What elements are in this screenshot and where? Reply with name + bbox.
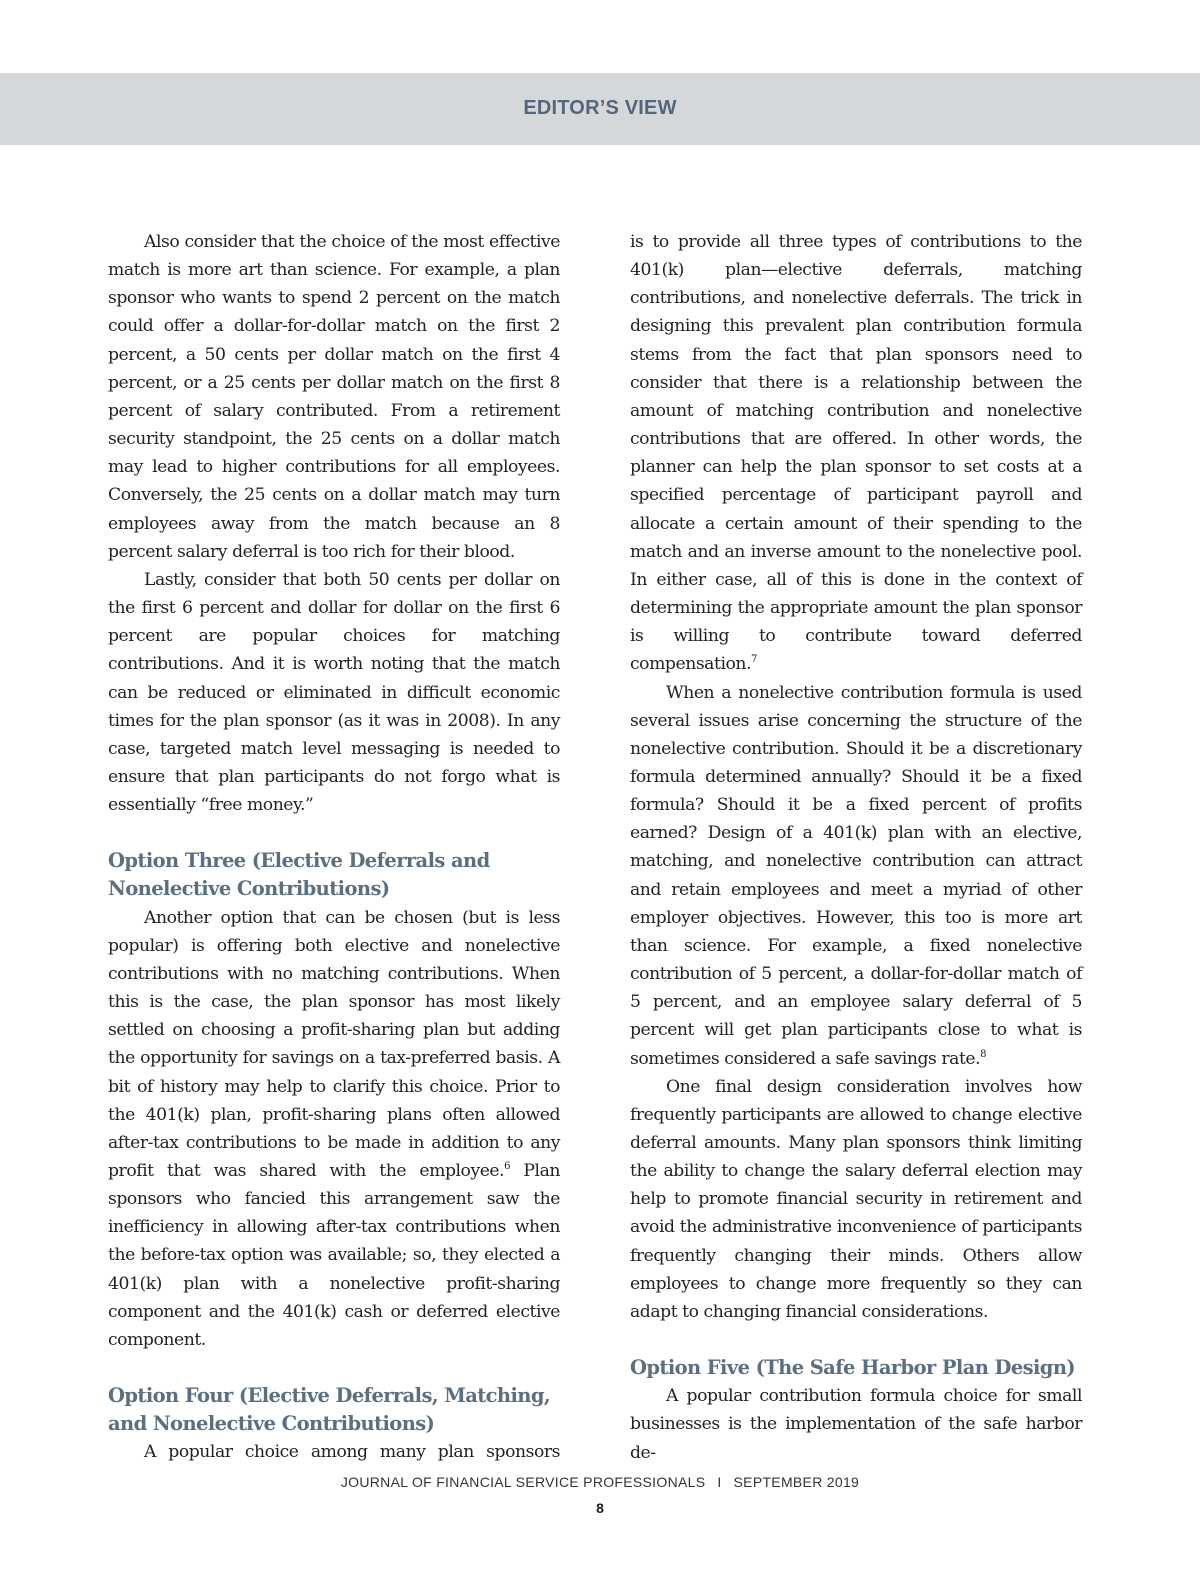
page-number: 8: [596, 1500, 604, 1516]
paragraph: [630, 228, 1082, 679]
heading-option-four: Option Four (Elective Deferrals, Matching, and Nonelective Contributions): [108, 1384, 551, 1436]
section-title: EDITOR’S VIEW: [523, 97, 677, 119]
heading-option-three: Option Three (Elective Deferrals and Nonelective Contributions): [108, 849, 490, 901]
paragraph: [630, 679, 1082, 1073]
footer-separator: I: [717, 1474, 722, 1490]
paragraph: One final design consideration involves how frequently participants are allowed to change elective deferral amounts. Many plan sponsors think limiting the ability to change the salary deferral election may help to promote financial security in retirement and avoid the administrative inconvenience of participants frequently changing their minds. Others allow employees to change more frequently so they can adapt to changing financial considerations.: [630, 1076, 1082, 1322]
paragraph-text: Plan sponsors who fancied this arrangement saw the inefficiency in allowing after-tax contributions when the before-tax option was available; so, they elected a 401(k) plan with a nonelective profit-sharing component and the 401(k) cash or deferred elective component.: [108, 1161, 561, 1350]
paragraph: Lastly, consider that both 50 cents per dollar on the first 6 percent and dollar for dollar on the first 6 percent are popular choices for matching contributions. And it is worth noting that the match can be reduced or eliminated in difficult economic times for the plan sponsor (as it was in 2008). In any case, targeted match level messaging is needed to ensure that plan participants do not forgo what is essentially “free money.”: [108, 569, 560, 816]
right-column: [630, 228, 1082, 1467]
paragraph-text: is to provide all three types of contributions to the 401(k) plan—elective deferrals, matching contributions, and nonelective deferrals. The trick in designing this prevalent plan contribution formula stems from the fact that plan sponsors need to consider that there is a relationship between the amount of matching contribution and nonelective contributions that are offered. In other words, the planner can help the plan sponsor to set costs at a specified percentage of participant payroll and allocate a certain amount of their spending to the match and an inverse amount to the nonelective pool. In either case, all of this is done in the context of determining the appropriate amount the plan sponsor is willing to contribute toward deferred compensation.: [630, 232, 1082, 675]
journal-name: JOURNAL OF FINANCIAL SERVICE PROFESSIONALS: [340, 1474, 706, 1490]
page-footer: [0, 1474, 1200, 1490]
left-column: [108, 228, 560, 1467]
paragraph: A popular choice among many plan sponsors: [144, 1442, 560, 1463]
heading-option-five: Option Five (The Safe Harbor Plan Design): [630, 1356, 1076, 1380]
paragraph: A popular contribution formula choice for small businesses is the implementation of the safe harbor de-: [630, 1386, 1082, 1463]
footnote-ref-7[interactable]: 7: [751, 654, 757, 666]
paragraph-text: Another option that can be chosen (but is less popular) is offering both elective and nonelective contributions with no matching contributions. When this is the case, the plan sponsor has most likely settled on choosing a profit-sharing plan but adding the opportunity for savings on a tax-preferred basis. A bit of history may help to clarify this choice. Prior to the 401(k) plan, profit-sharing plans often allowed after-tax contributions to be made in addition to any profit that was shared with the employee.: [108, 907, 560, 1181]
footnote-ref-8[interactable]: 8: [980, 1048, 987, 1060]
paragraph: Also consider that the choice of the most effective match is more art than science. For example, a plan sponsor who wants to spend 2 percent on the match could offer a dollar-for-dollar match on the first 2 percent, a 50 cents per dollar match on the first 4 percent, or a 25 cents per dollar match on the first 8 percent of salary contributed. From a retirement security standpoint, the 25 cents on a dollar match may lead to higher contributions for all employees. Conversely, the 25 cents on a dollar match may turn employees away from the match because an 8 percent salary deferral is too rich for their blood.: [108, 232, 560, 562]
paragraph: [108, 904, 560, 1355]
footnote-ref-6[interactable]: 6: [504, 1161, 511, 1172]
paragraph-text: When a nonelective contribution formula is used several issues arise concerning the structure of the nonelective contribution. Should it be a discretionary formula determined annually? Should it be a fixed formula? Should it be a fixed percent of profits earned? Design of a 401(k) plan with an elective, matching, and nonelective contribution can attract and retain employees and meet a myriad of other employer objectives. However, this too is more art than science. For example, a fixed nonelective contribution of 5 percent, a dollar-for-dollar match of 5 percent, and an employee salary deferral of 5 percent will get plan participants close to what is sometimes considered a safe savings rate.: [630, 682, 1082, 1069]
issue-date: SEPTEMBER 2019: [733, 1474, 860, 1490]
